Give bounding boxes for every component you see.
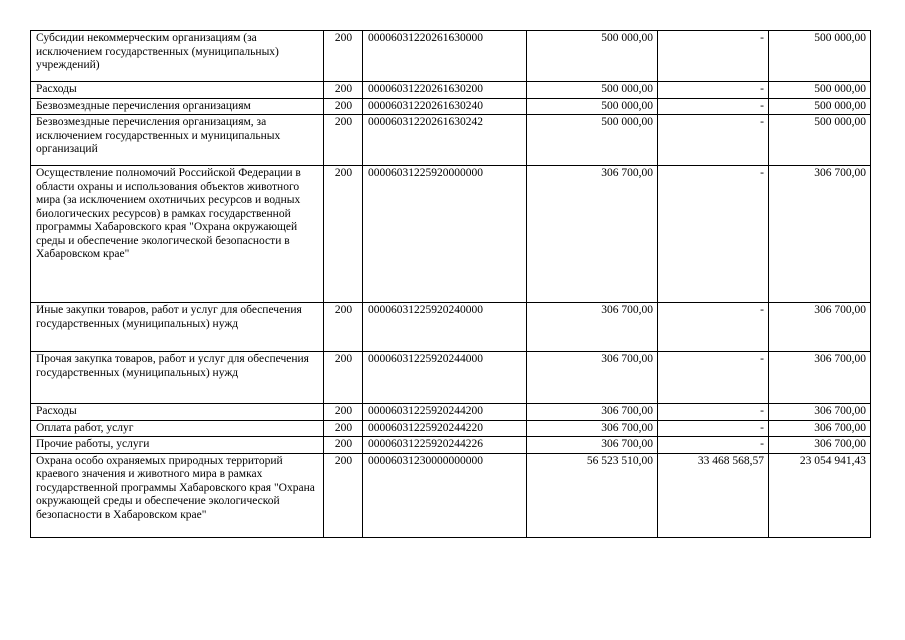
row-name: Прочая закупка товаров, работ и услуг для обеспечения государственных (муниципальных) нужд (31, 352, 324, 404)
row-remaining: 500 000,00 (769, 31, 871, 82)
row-name: Осуществление полномочий Российской Федерации в области охраны и использования объектов животного мира (за исключением охотничьих ресурсов и водных биологических ресурсов) в рамках государственной программы Хабаровского края "Охрана окружающей среды и обеспечение экологической безопасности в Хабаровском крае" (31, 166, 324, 303)
row-name: Иные закупки товаров, работ и услуг для обеспечения государственных (муниципальных) нужд (31, 303, 324, 352)
table-row (31, 31, 871, 82)
row-code: 200 (324, 303, 363, 352)
row-executed: - (658, 437, 769, 454)
row-plan: 306 700,00 (527, 166, 658, 303)
row-code: 200 (324, 166, 363, 303)
table-row (31, 115, 871, 166)
row-remaining: 306 700,00 (769, 420, 871, 437)
row-remaining: 500 000,00 (769, 98, 871, 115)
row-executed: - (658, 31, 769, 82)
row-plan: 500 000,00 (527, 115, 658, 166)
row-kbk: 00006031225920000000 (363, 166, 527, 303)
row-executed: - (658, 420, 769, 437)
row-executed: - (658, 166, 769, 303)
row-code: 200 (324, 82, 363, 99)
row-code: 200 (324, 453, 363, 537)
row-kbk: 00006031225920244000 (363, 352, 527, 404)
row-kbk: 00006031220261630200 (363, 82, 527, 99)
row-plan: 306 700,00 (527, 420, 658, 437)
row-executed: - (658, 404, 769, 421)
row-executed: - (658, 98, 769, 115)
row-code: 200 (324, 420, 363, 437)
row-plan: 306 700,00 (527, 404, 658, 421)
table-row (31, 166, 871, 303)
budget-execution-table (30, 30, 871, 538)
row-remaining: 23 054 941,43 (769, 453, 871, 537)
row-name: Безвозмездные перечисления организациям, за исключением государственных и муниципальных организаций (31, 115, 324, 166)
row-name: Охрана особо охраняемых природных территорий краевого значения и животного мира в рамках государственной программы Хабаровского края "Охрана окружающей среды и обеспечение экологической безопасности в Хабаровском крае" (31, 453, 324, 537)
row-code: 200 (324, 31, 363, 82)
table-row (31, 82, 871, 99)
row-kbk: 00006031220261630242 (363, 115, 527, 166)
row-remaining: 306 700,00 (769, 166, 871, 303)
row-remaining: 500 000,00 (769, 82, 871, 99)
row-plan: 56 523 510,00 (527, 453, 658, 537)
row-name: Субсидии некоммерческим организациям (за исключением государственных (муниципальных) учреждений) (31, 31, 324, 82)
row-name: Безвозмездные перечисления организациям (31, 98, 324, 115)
row-name: Оплата работ, услуг (31, 420, 324, 437)
row-executed: - (658, 82, 769, 99)
row-kbk: 00006031225920240000 (363, 303, 527, 352)
row-plan: 306 700,00 (527, 352, 658, 404)
row-name: Расходы (31, 404, 324, 421)
row-code: 200 (324, 437, 363, 454)
table-row (31, 404, 871, 421)
row-code: 200 (324, 352, 363, 404)
row-executed: - (658, 115, 769, 166)
row-plan: 306 700,00 (527, 303, 658, 352)
row-name: Расходы (31, 82, 324, 99)
table-row (31, 352, 871, 404)
table-row (31, 437, 871, 454)
row-remaining: 306 700,00 (769, 352, 871, 404)
row-plan: 500 000,00 (527, 98, 658, 115)
row-kbk: 00006031225920244200 (363, 404, 527, 421)
row-kbk: 00006031230000000000 (363, 453, 527, 537)
row-code: 200 (324, 404, 363, 421)
row-executed: 33 468 568,57 (658, 453, 769, 537)
row-plan: 306 700,00 (527, 437, 658, 454)
row-plan: 500 000,00 (527, 31, 658, 82)
table-row (31, 303, 871, 352)
row-code: 200 (324, 115, 363, 166)
row-remaining: 306 700,00 (769, 437, 871, 454)
table-row (31, 453, 871, 537)
row-kbk: 00006031220261630240 (363, 98, 527, 115)
row-remaining: 306 700,00 (769, 303, 871, 352)
row-kbk: 00006031225920244226 (363, 437, 527, 454)
row-plan: 500 000,00 (527, 82, 658, 99)
row-executed: - (658, 352, 769, 404)
row-remaining: 306 700,00 (769, 404, 871, 421)
row-kbk: 00006031225920244220 (363, 420, 527, 437)
table-row (31, 420, 871, 437)
row-kbk: 00006031220261630000 (363, 31, 527, 82)
row-code: 200 (324, 98, 363, 115)
table-row (31, 98, 871, 115)
row-remaining: 500 000,00 (769, 115, 871, 166)
row-name: Прочие работы, услуги (31, 437, 324, 454)
row-executed: - (658, 303, 769, 352)
